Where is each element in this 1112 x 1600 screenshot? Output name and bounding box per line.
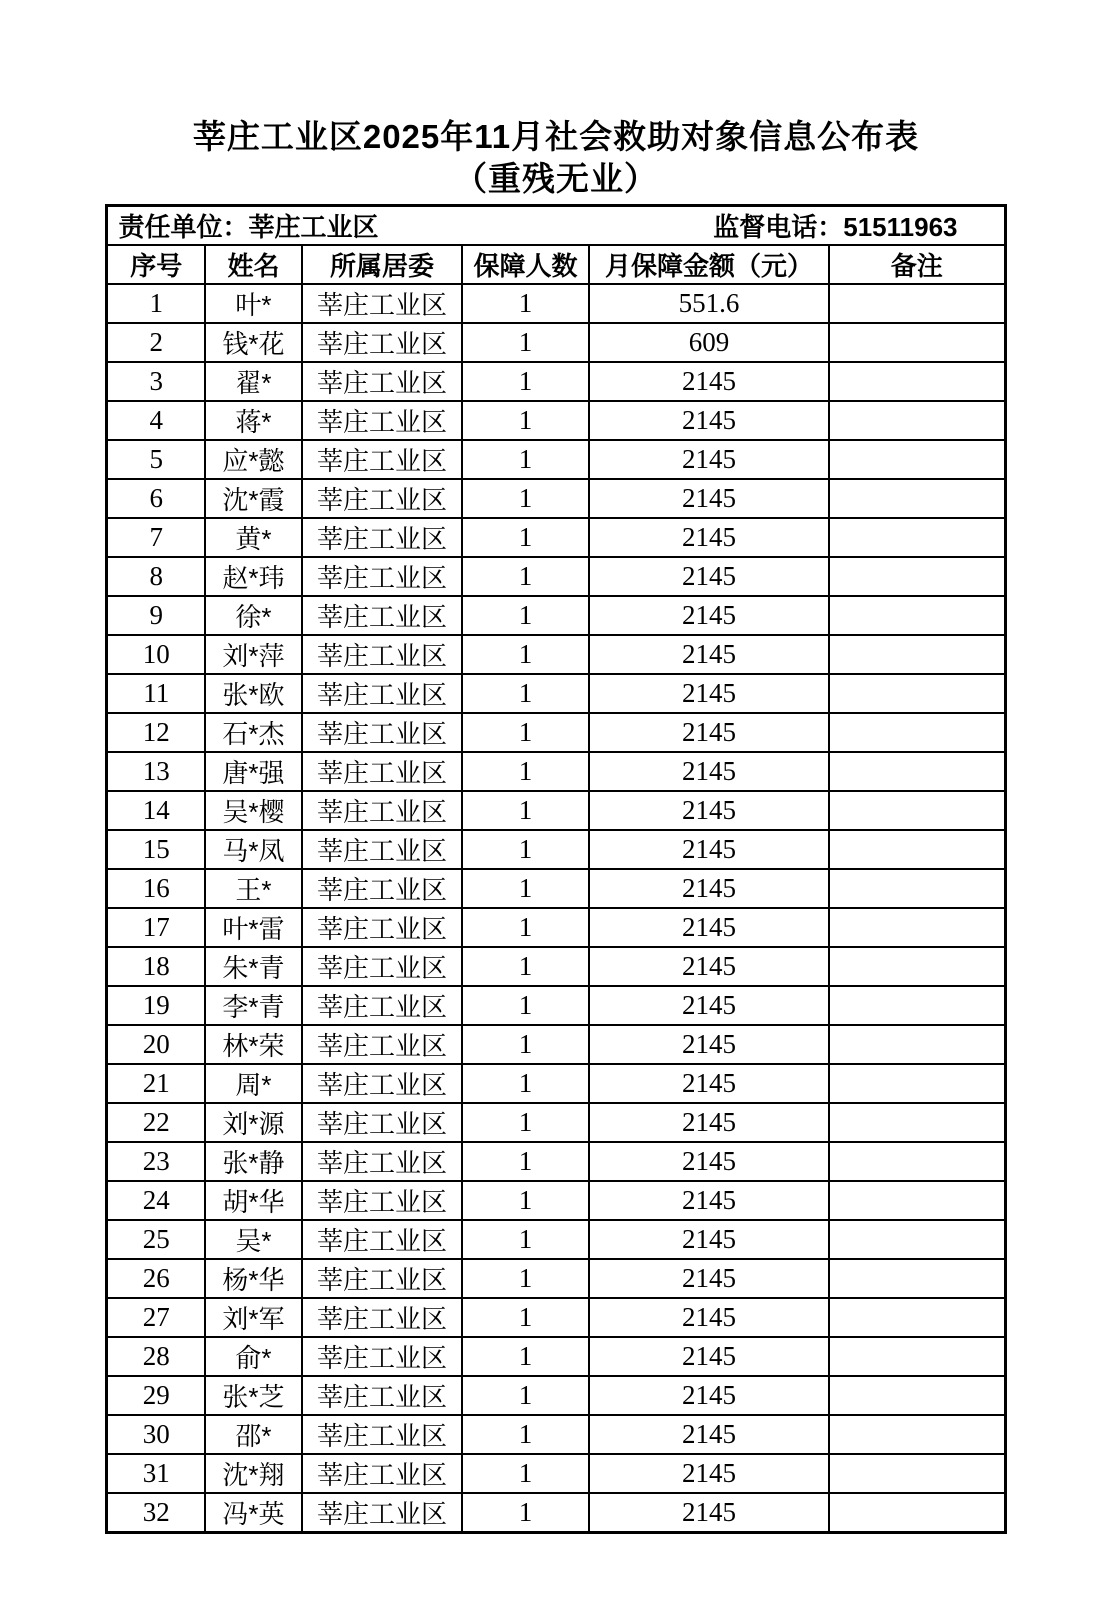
cell-index: 16 bbox=[107, 869, 205, 908]
cell-name: 朱*青 bbox=[205, 947, 302, 986]
cell-index: 19 bbox=[107, 986, 205, 1025]
cell-remark bbox=[829, 1298, 1005, 1337]
cell-index: 5 bbox=[107, 440, 205, 479]
table-row bbox=[107, 1064, 1005, 1103]
cell-remark bbox=[829, 1103, 1005, 1142]
cell-name: 石*杰 bbox=[205, 713, 302, 752]
cell-remark bbox=[829, 1220, 1005, 1259]
assistance-table bbox=[105, 204, 1006, 1534]
cell-name: 叶* bbox=[205, 284, 302, 323]
cell-committee: 莘庄工业区 bbox=[302, 1220, 462, 1259]
cell-index: 22 bbox=[107, 1103, 205, 1142]
cell-name: 张*静 bbox=[205, 1142, 302, 1181]
table-row bbox=[107, 752, 1005, 791]
cell-committee: 莘庄工业区 bbox=[302, 1181, 462, 1220]
page-subtitle: （重残无业） bbox=[454, 160, 658, 197]
table-row bbox=[107, 908, 1005, 947]
cell-amount: 2145 bbox=[589, 1142, 829, 1181]
cell-amount: 2145 bbox=[589, 440, 829, 479]
cell-index: 20 bbox=[107, 1025, 205, 1064]
cell-remark bbox=[829, 908, 1005, 947]
cell-amount: 2145 bbox=[589, 986, 829, 1025]
cell-count: 1 bbox=[462, 635, 589, 674]
cell-count: 1 bbox=[462, 791, 589, 830]
cell-count: 1 bbox=[462, 713, 589, 752]
cell-count: 1 bbox=[462, 440, 589, 479]
cell-amount: 2145 bbox=[589, 830, 829, 869]
header-row bbox=[107, 245, 1005, 284]
cell-amount: 2145 bbox=[589, 908, 829, 947]
cell-amount: 2145 bbox=[589, 1493, 829, 1533]
cell-amount: 2145 bbox=[589, 1220, 829, 1259]
cell-count: 1 bbox=[462, 1298, 589, 1337]
cell-remark bbox=[829, 518, 1005, 557]
cell-committee: 莘庄工业区 bbox=[302, 908, 462, 947]
cell-remark bbox=[829, 869, 1005, 908]
cell-committee: 莘庄工业区 bbox=[302, 518, 462, 557]
cell-count: 1 bbox=[462, 986, 589, 1025]
cell-committee: 莘庄工业区 bbox=[302, 401, 462, 440]
cell-remark bbox=[829, 401, 1005, 440]
cell-committee: 莘庄工业区 bbox=[302, 1493, 462, 1533]
cell-index: 18 bbox=[107, 947, 205, 986]
cell-committee: 莘庄工业区 bbox=[302, 1103, 462, 1142]
cell-amount: 2145 bbox=[589, 1064, 829, 1103]
cell-index: 6 bbox=[107, 479, 205, 518]
cell-committee: 莘庄工业区 bbox=[302, 1064, 462, 1103]
cell-index: 9 bbox=[107, 596, 205, 635]
supervision-phone-text: 监督电话：51511963 bbox=[713, 212, 958, 242]
cell-count: 1 bbox=[462, 479, 589, 518]
cell-index: 30 bbox=[107, 1415, 205, 1454]
table-row bbox=[107, 479, 1005, 518]
cell-remark bbox=[829, 752, 1005, 791]
cell-name: 刘*军 bbox=[205, 1298, 302, 1337]
cell-name: 冯*英 bbox=[205, 1493, 302, 1533]
cell-committee: 莘庄工业区 bbox=[302, 752, 462, 791]
cell-index: 27 bbox=[107, 1298, 205, 1337]
cell-name: 吴* bbox=[205, 1220, 302, 1259]
cell-index: 13 bbox=[107, 752, 205, 791]
cell-committee: 莘庄工业区 bbox=[302, 362, 462, 401]
cell-name: 杨*华 bbox=[205, 1259, 302, 1298]
cell-count: 1 bbox=[462, 752, 589, 791]
cell-committee: 莘庄工业区 bbox=[302, 323, 462, 362]
table-row bbox=[107, 869, 1005, 908]
cell-remark bbox=[829, 1493, 1005, 1533]
cell-index: 21 bbox=[107, 1064, 205, 1103]
table-row bbox=[107, 1454, 1005, 1493]
cell-count: 1 bbox=[462, 557, 589, 596]
cell-remark bbox=[829, 557, 1005, 596]
cell-name: 叶*雷 bbox=[205, 908, 302, 947]
table-row bbox=[107, 713, 1005, 752]
cell-committee: 莘庄工业区 bbox=[302, 674, 462, 713]
cell-count: 1 bbox=[462, 830, 589, 869]
cell-amount: 2145 bbox=[589, 1376, 829, 1415]
cell-name: 黄* bbox=[205, 518, 302, 557]
cell-name: 张*芝 bbox=[205, 1376, 302, 1415]
table-row bbox=[107, 947, 1005, 986]
cell-committee: 莘庄工业区 bbox=[302, 440, 462, 479]
table-row bbox=[107, 1142, 1005, 1181]
cell-committee: 莘庄工业区 bbox=[302, 1454, 462, 1493]
cell-count: 1 bbox=[462, 674, 589, 713]
cell-amount: 2145 bbox=[589, 713, 829, 752]
cell-index: 2 bbox=[107, 323, 205, 362]
cell-name: 应*懿 bbox=[205, 440, 302, 479]
cell-index: 28 bbox=[107, 1337, 205, 1376]
cell-remark bbox=[829, 479, 1005, 518]
cell-count: 1 bbox=[462, 1181, 589, 1220]
cell-committee: 莘庄工业区 bbox=[302, 284, 462, 323]
cell-remark bbox=[829, 1025, 1005, 1064]
table-row bbox=[107, 1493, 1005, 1533]
table-row bbox=[107, 1298, 1005, 1337]
cell-amount: 2145 bbox=[589, 752, 829, 791]
cell-count: 1 bbox=[462, 362, 589, 401]
cell-name: 王* bbox=[205, 869, 302, 908]
cell-name: 胡*华 bbox=[205, 1181, 302, 1220]
info-row bbox=[107, 206, 1005, 246]
cell-count: 1 bbox=[462, 284, 589, 323]
cell-index: 1 bbox=[107, 284, 205, 323]
table-row bbox=[107, 401, 1005, 440]
cell-index: 12 bbox=[107, 713, 205, 752]
cell-count: 1 bbox=[462, 1025, 589, 1064]
cell-committee: 莘庄工业区 bbox=[302, 713, 462, 752]
cell-remark bbox=[829, 674, 1005, 713]
cell-amount: 2145 bbox=[589, 1415, 829, 1454]
cell-amount: 2145 bbox=[589, 518, 829, 557]
cell-amount: 2145 bbox=[589, 362, 829, 401]
cell-count: 1 bbox=[462, 1493, 589, 1533]
cell-committee: 莘庄工业区 bbox=[302, 791, 462, 830]
cell-remark bbox=[829, 440, 1005, 479]
cell-amount: 2145 bbox=[589, 635, 829, 674]
cell-committee: 莘庄工业区 bbox=[302, 986, 462, 1025]
table-row bbox=[107, 557, 1005, 596]
cell-name: 刘*萍 bbox=[205, 635, 302, 674]
cell-count: 1 bbox=[462, 323, 589, 362]
cell-count: 1 bbox=[462, 1220, 589, 1259]
cell-name: 蒋* bbox=[205, 401, 302, 440]
cell-index: 3 bbox=[107, 362, 205, 401]
cell-remark bbox=[829, 947, 1005, 986]
cell-index: 10 bbox=[107, 635, 205, 674]
cell-count: 1 bbox=[462, 596, 589, 635]
cell-amount: 2145 bbox=[589, 1337, 829, 1376]
column-header-committee: 所属居委 bbox=[302, 245, 462, 284]
cell-count: 1 bbox=[462, 1259, 589, 1298]
table-row bbox=[107, 1415, 1005, 1454]
cell-committee: 莘庄工业区 bbox=[302, 947, 462, 986]
cell-index: 8 bbox=[107, 557, 205, 596]
cell-amount: 2145 bbox=[589, 1454, 829, 1493]
table-row bbox=[107, 1220, 1005, 1259]
cell-index: 25 bbox=[107, 1220, 205, 1259]
page-title: 莘庄工业区2025年11月社会救助对象信息公布表 bbox=[192, 118, 920, 155]
table-row bbox=[107, 362, 1005, 401]
table-row bbox=[107, 440, 1005, 479]
column-header-count: 保障人数 bbox=[462, 245, 589, 284]
cell-remark bbox=[829, 362, 1005, 401]
column-header-remark: 备注 bbox=[829, 245, 1005, 284]
cell-remark bbox=[829, 1181, 1005, 1220]
table-row bbox=[107, 518, 1005, 557]
cell-amount: 2145 bbox=[589, 401, 829, 440]
cell-remark bbox=[829, 713, 1005, 752]
cell-remark bbox=[829, 1454, 1005, 1493]
table-row bbox=[107, 791, 1005, 830]
table-row bbox=[107, 674, 1005, 713]
cell-name: 钱*花 bbox=[205, 323, 302, 362]
cell-index: 7 bbox=[107, 518, 205, 557]
cell-count: 1 bbox=[462, 1064, 589, 1103]
cell-name: 马*凤 bbox=[205, 830, 302, 869]
cell-amount: 2145 bbox=[589, 1025, 829, 1064]
cell-remark bbox=[829, 635, 1005, 674]
cell-index: 23 bbox=[107, 1142, 205, 1181]
cell-count: 1 bbox=[462, 1376, 589, 1415]
table-row bbox=[107, 1259, 1005, 1298]
cell-amount: 2145 bbox=[589, 1103, 829, 1142]
cell-remark bbox=[829, 1259, 1005, 1298]
table-row bbox=[107, 284, 1005, 323]
cell-remark bbox=[829, 596, 1005, 635]
table-row bbox=[107, 986, 1005, 1025]
cell-index: 24 bbox=[107, 1181, 205, 1220]
cell-committee: 莘庄工业区 bbox=[302, 557, 462, 596]
cell-committee: 莘庄工业区 bbox=[302, 635, 462, 674]
table-row bbox=[107, 1025, 1005, 1064]
cell-name: 周* bbox=[205, 1064, 302, 1103]
cell-name: 赵*玮 bbox=[205, 557, 302, 596]
cell-name: 翟* bbox=[205, 362, 302, 401]
cell-count: 1 bbox=[462, 869, 589, 908]
responsible-unit-text: 责任单位：莘庄工业区 bbox=[118, 212, 379, 242]
cell-index: 14 bbox=[107, 791, 205, 830]
cell-amount: 2145 bbox=[589, 791, 829, 830]
cell-amount: 2145 bbox=[589, 596, 829, 635]
cell-amount: 2145 bbox=[589, 1259, 829, 1298]
cell-amount: 2145 bbox=[589, 1298, 829, 1337]
cell-remark bbox=[829, 830, 1005, 869]
cell-committee: 莘庄工业区 bbox=[302, 1337, 462, 1376]
cell-count: 1 bbox=[462, 1415, 589, 1454]
cell-count: 1 bbox=[462, 947, 589, 986]
cell-amount: 2145 bbox=[589, 479, 829, 518]
cell-count: 1 bbox=[462, 908, 589, 947]
cell-name: 刘*源 bbox=[205, 1103, 302, 1142]
cell-remark bbox=[829, 1142, 1005, 1181]
cell-committee: 莘庄工业区 bbox=[302, 596, 462, 635]
column-header-index: 序号 bbox=[107, 245, 205, 284]
table-body bbox=[107, 284, 1005, 1533]
cell-committee: 莘庄工业区 bbox=[302, 830, 462, 869]
cell-count: 1 bbox=[462, 1103, 589, 1142]
cell-committee: 莘庄工业区 bbox=[302, 1259, 462, 1298]
cell-name: 吴*樱 bbox=[205, 791, 302, 830]
cell-committee: 莘庄工业区 bbox=[302, 869, 462, 908]
cell-amount: 2145 bbox=[589, 557, 829, 596]
cell-committee: 莘庄工业区 bbox=[302, 1298, 462, 1337]
cell-remark bbox=[829, 791, 1005, 830]
cell-remark bbox=[829, 1376, 1005, 1415]
cell-amount: 2145 bbox=[589, 1181, 829, 1220]
info-cell bbox=[107, 206, 1005, 246]
table-row bbox=[107, 1337, 1005, 1376]
cell-name: 徐* bbox=[205, 596, 302, 635]
table-row bbox=[107, 1103, 1005, 1142]
table-row bbox=[107, 635, 1005, 674]
table-row bbox=[107, 596, 1005, 635]
cell-count: 1 bbox=[462, 518, 589, 557]
cell-index: 15 bbox=[107, 830, 205, 869]
cell-amount: 2145 bbox=[589, 674, 829, 713]
cell-index: 17 bbox=[107, 908, 205, 947]
cell-count: 1 bbox=[462, 1337, 589, 1376]
cell-committee: 莘庄工业区 bbox=[302, 1415, 462, 1454]
cell-remark bbox=[829, 323, 1005, 362]
cell-name: 唐*强 bbox=[205, 752, 302, 791]
cell-index: 29 bbox=[107, 1376, 205, 1415]
column-header-amount: 月保障金额（元） bbox=[589, 245, 829, 284]
cell-name: 邵* bbox=[205, 1415, 302, 1454]
cell-committee: 莘庄工业区 bbox=[302, 1376, 462, 1415]
table-row bbox=[107, 830, 1005, 869]
table-row bbox=[107, 1181, 1005, 1220]
cell-remark bbox=[829, 1337, 1005, 1376]
cell-remark bbox=[829, 1415, 1005, 1454]
cell-count: 1 bbox=[462, 1142, 589, 1181]
cell-committee: 莘庄工业区 bbox=[302, 479, 462, 518]
column-header-name: 姓名 bbox=[205, 245, 302, 284]
cell-remark bbox=[829, 1064, 1005, 1103]
cell-index: 4 bbox=[107, 401, 205, 440]
cell-name: 张*欧 bbox=[205, 674, 302, 713]
cell-count: 1 bbox=[462, 1454, 589, 1493]
cell-name: 沈*翔 bbox=[205, 1454, 302, 1493]
cell-name: 林*荣 bbox=[205, 1025, 302, 1064]
cell-committee: 莘庄工业区 bbox=[302, 1025, 462, 1064]
cell-index: 26 bbox=[107, 1259, 205, 1298]
cell-amount: 2145 bbox=[589, 869, 829, 908]
cell-remark bbox=[829, 986, 1005, 1025]
cell-committee: 莘庄工业区 bbox=[302, 1142, 462, 1181]
cell-index: 31 bbox=[107, 1454, 205, 1493]
table-row bbox=[107, 1376, 1005, 1415]
cell-count: 1 bbox=[462, 401, 589, 440]
cell-name: 李*青 bbox=[205, 986, 302, 1025]
cell-name: 俞* bbox=[205, 1337, 302, 1376]
cell-amount: 2145 bbox=[589, 947, 829, 986]
cell-index: 32 bbox=[107, 1493, 205, 1533]
cell-amount: 609 bbox=[589, 323, 829, 362]
table-row bbox=[107, 323, 1005, 362]
cell-remark bbox=[829, 284, 1005, 323]
cell-index: 11 bbox=[107, 674, 205, 713]
cell-amount: 551.6 bbox=[589, 284, 829, 323]
cell-name: 沈*霞 bbox=[205, 479, 302, 518]
